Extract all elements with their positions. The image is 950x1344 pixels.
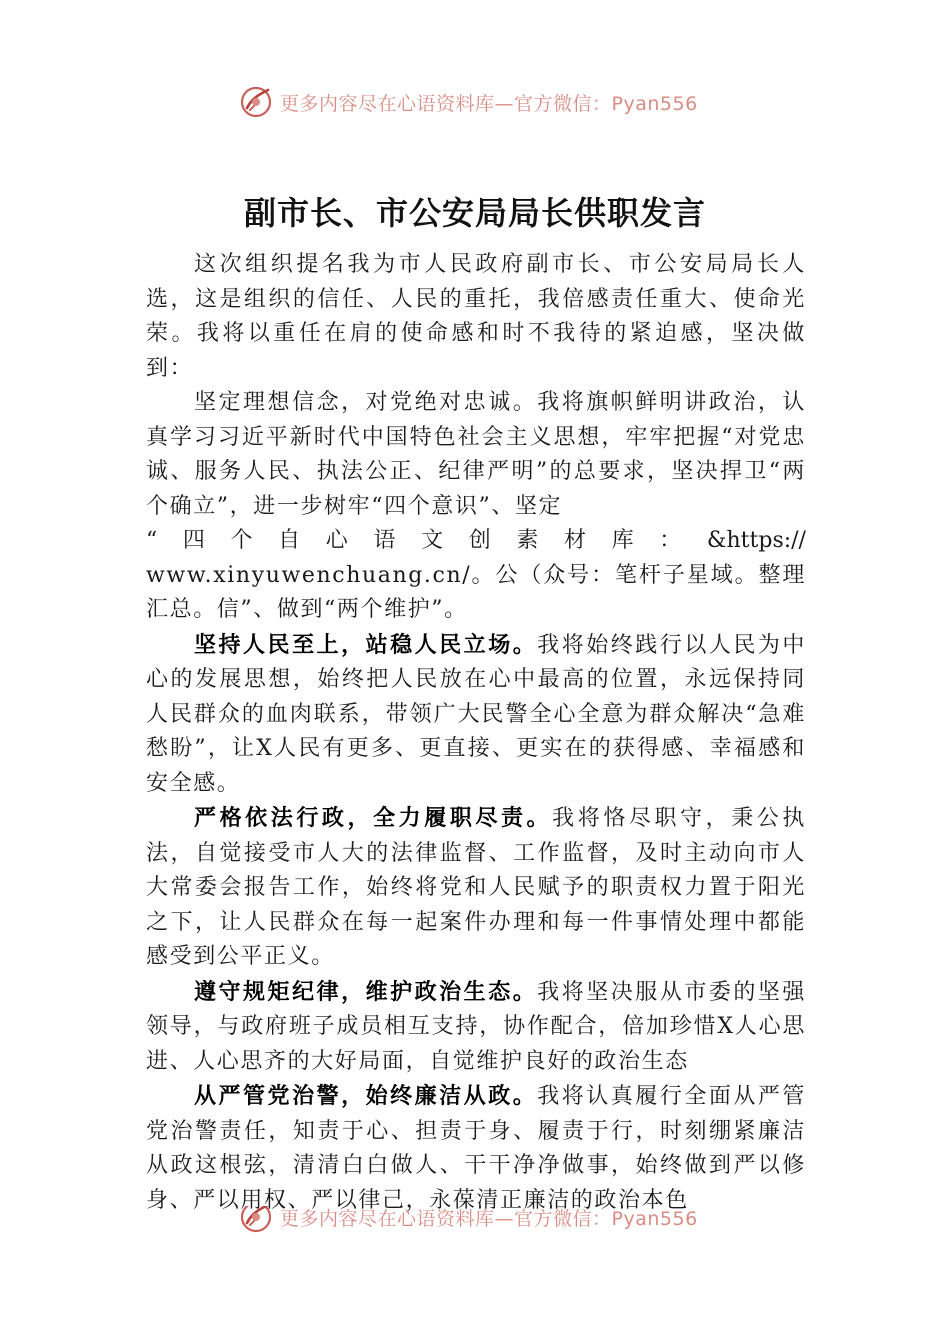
spaced-char: 素 — [516, 528, 539, 553]
spaced-char: 个 — [230, 528, 253, 553]
paragraph-intro — [146, 248, 806, 386]
spaced-char: 语 — [373, 528, 396, 553]
spaced-char: 创 — [468, 528, 491, 553]
paragraph-lead: 严格依法行政，全力履职尽责。 — [194, 805, 553, 831]
paragraph-integrity — [146, 1079, 806, 1218]
paragraph-text: 我将坚决服从市委的坚强领导，与政府班子成员相互支持，协作配合，倍加珍惜X人心思进、人心思齐的大好局面，自觉维护良好的政治生态 — [146, 979, 806, 1074]
spaced-char: 材 — [564, 528, 587, 553]
footer-watermark — [238, 1206, 698, 1236]
paragraph-lead: 从严管党治警，始终廉洁从政。 — [194, 1083, 538, 1109]
paragraph-law — [146, 801, 806, 975]
paragraph-text: 我将恪尽职守，秉公执法，自觉接受市人大的法律监督、工作监督，及时主动向市人大常委会报告工作，始终将党和人民赋予的职责权力置于阳光之下，让人民群众在每一起案件办理和每一件事情处理中都能感受到公平正义。 — [146, 806, 806, 969]
seal-logo-icon — [238, 84, 274, 120]
spaced-char: 心 — [325, 528, 348, 553]
spaced-char: 自 — [278, 528, 301, 553]
watermark-text: 更多内容尽在心语资料库—官方微信：Pyan556 — [280, 1207, 698, 1230]
paragraph-discipline — [146, 975, 806, 1080]
spaced-char: &https:// — [706, 528, 806, 553]
document-body — [146, 248, 806, 1218]
document-title: 副市长、市公安局局长供职发言 — [243, 194, 706, 232]
paragraph-loyalty-cont — [146, 559, 806, 628]
header-watermark — [238, 82, 698, 122]
paragraph-text: 这次组织提名我为市人民政府副市长、市公安局局长人选，这是组织的信任、人民的重托，我倍感责任重大、使命光荣。我将以重任在肩的使命感和时不我待的紧迫感，坚决做到： — [146, 252, 806, 381]
paragraph-people — [146, 628, 806, 802]
paragraph-lead: 遵守规矩纪律，维护政治生态。 — [194, 978, 538, 1005]
spaced-line — [146, 524, 806, 559]
paragraph-text: www.xinyuwenchuang.cn/。公（众号：笔杆子星域。整理汇总。信”、做到“两个维护”。 — [146, 562, 806, 622]
spaced-char: “ — [146, 528, 158, 553]
spaced-char: 文 — [421, 528, 444, 553]
spaced-char: ： — [659, 528, 682, 553]
paragraph-text: 坚定理想信念，对党绝对忠诚。我将旗帜鲜明讲政治，认真学习习近平新时代中国特色社会主义思想，牢牢把握“对党忠诚、服务人民、执法公正、纪律严明”的总要求，坚决捍卫“两个确立”，进一步树牢“四个意识”、坚定 — [146, 390, 806, 519]
spaced-char: 四 — [182, 528, 205, 553]
spaced-char: 库 — [611, 528, 634, 553]
seal-logo-icon — [238, 1206, 274, 1235]
paragraph-loyalty — [146, 386, 806, 524]
watermark-text: 更多内容尽在心语资料库—官方微信：Pyan556 — [280, 92, 698, 115]
paragraph-text: 我将始终践行以人民为中心的发展思想，始终把人民放在心中最高的位置，永远保持同人民群众的血肉联系，带领广大民警全心全意为群众解决“急难愁盼”，让X人民有更多、更直接、更实在的获得感、幸福感和安全感。 — [146, 632, 806, 796]
paragraph-lead: 坚持人民至上，站稳人民立场。 — [194, 631, 538, 658]
paragraph-text: 我将认真履行全面从严管党治警责任，知责于心、担责于身、履责于行，时刻绷紧廉洁从政这根弦，清清白白做人、干干净净做事，始终做到严以修身、严以用权、严以律己，永葆清正廉洁的政治本色 — [146, 1084, 806, 1213]
